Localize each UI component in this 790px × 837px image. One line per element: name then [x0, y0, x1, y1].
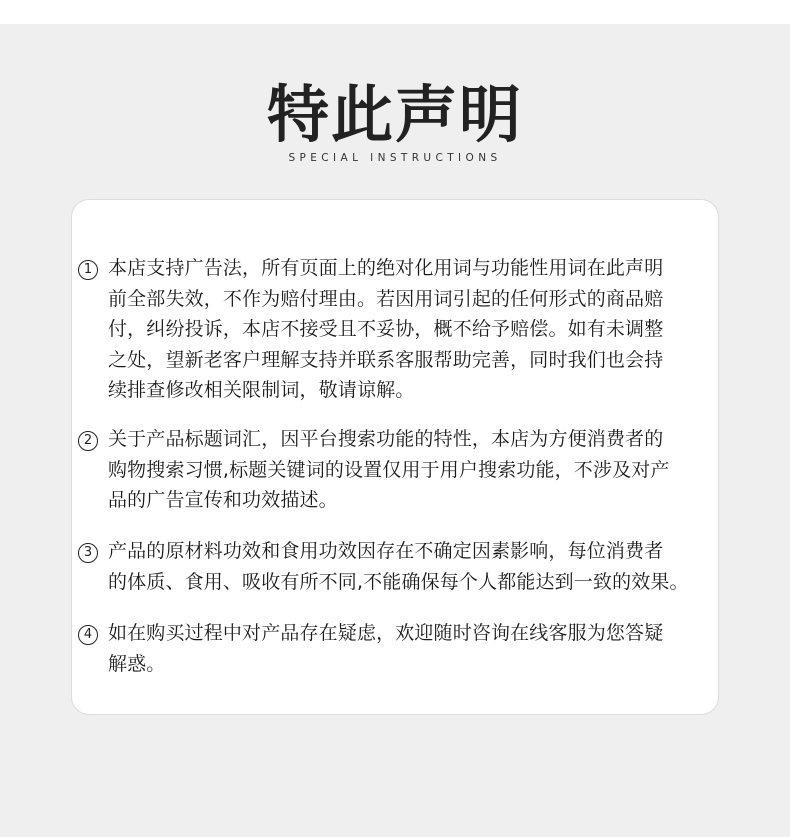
text-line: 付，纠纷投诉，本店不接受且不妥协，概不给予赔偿。如有未调整: [108, 318, 664, 340]
item-number-badge: 3: [78, 543, 98, 563]
text-line: 解惑。: [108, 652, 166, 675]
text-line: 产品的原材料功效和食用功效因存在不确定因素影响，每位消费者: [108, 540, 664, 562]
statement-text: [108, 618, 724, 679]
text-line: 品的广告宣传和功效描述。: [108, 489, 338, 511]
item-number-badge: 2: [78, 431, 98, 451]
text-line: 之处，望新老客户理解支持并联系客服帮助完善，同时我们也会持: [108, 348, 664, 371]
page-subtitle: SPECIAL INSTRUCTIONS: [288, 152, 502, 164]
text-line: 前全部失效，不作为赔付理由。若因用词引起的任何形式的商品赔: [108, 287, 664, 310]
statement-text: [108, 536, 724, 597]
text-line: 购物搜索习惯,标题关键词的设置仅用于用户搜索功能，不涉及对产: [108, 458, 670, 481]
text-line: 关于产品标题词汇，因平台搜索功能的特性，本店为方便消费者的: [108, 428, 664, 450]
text-line: 本店支持广告法，所有页面上的绝对化用词与功能性用词在此声明: [108, 257, 664, 279]
text-line: 续排查修改相关限制词，敬请谅解。: [108, 379, 415, 401]
statement-text: [108, 253, 724, 406]
text-line: 如在购买过程中对产品存在疑虑，欢迎随时咨询在线客服为您答疑: [108, 622, 664, 644]
item-number-badge: 4: [78, 625, 98, 645]
statement-card: [71, 199, 719, 715]
item-number-badge: 1: [78, 260, 98, 280]
text-line: 的体质、食用、吸收有所不同,不能确保每个人都能达到一致的效果。: [108, 570, 689, 593]
statement-text: [108, 424, 724, 516]
page-title: 特此声明: [266, 78, 523, 151]
